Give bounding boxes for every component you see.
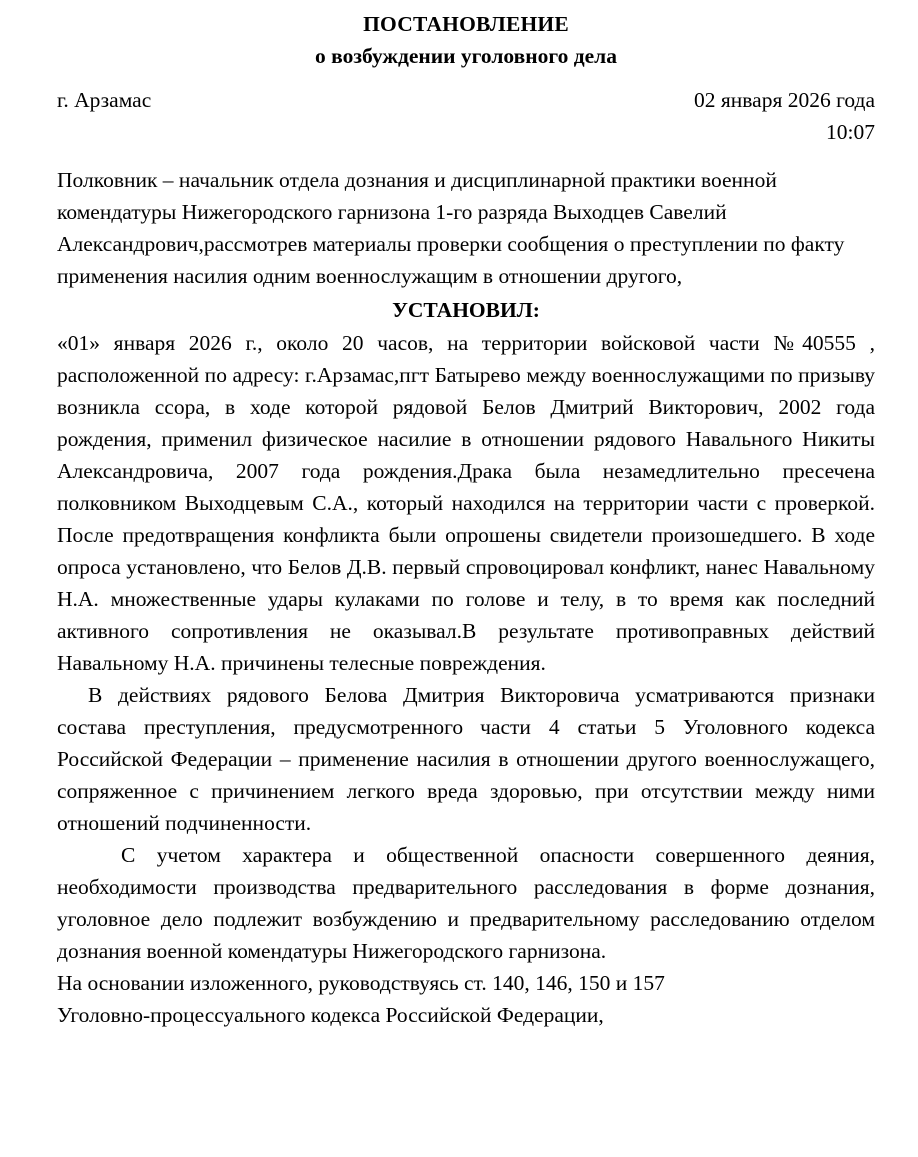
document-subtitle: о возбуждении уголовного дела bbox=[315, 44, 617, 68]
document-datetime bbox=[694, 84, 875, 148]
section-heading-ustanovil: УСТАНОВИЛ: bbox=[392, 298, 540, 322]
paragraph-qualification-part1: В действиях рядового Белова Дмитрия Викторовича усматриваются признаки состава преступления, предусмотренного bbox=[57, 683, 875, 739]
document-date: 02 января 2026 года bbox=[694, 88, 875, 112]
closing-line-1: На основании изложенного, руководствуясь ст. 140, 146, 150 и 157 bbox=[57, 971, 665, 995]
paragraph-reasoning: С учетом характера и общественной опасности совершенного деяния, необходимости производства предварительного расследования в форме дознания, уголовное дело подлежит возбуждению и предварительному расследованию отделом дознания военной комендатуры Нижегородского гарнизона. bbox=[57, 843, 875, 963]
paragraph-qualification bbox=[57, 679, 875, 839]
closing-line-2: Уголовно-процессуального кодекса Российской Федерации, bbox=[57, 1003, 604, 1027]
document-time: 10:07 bbox=[826, 120, 875, 144]
paragraph-facts: «01» января 2026 г., около 20 часов, на территории войсковой части №40555 , расположенной по адресу: г.Арзамас,пгт Батырево между военнослужащими по призыву возникла ссора, в ходе которой рядовой Белов Дмитрий Викторович, 2002 года рождения, применил физическое насилие в отношении рядового Навального Никиты Александровича, 2007 года рождения.Драка была незамедлительно пресечена полковником Выходцевым С.А., который находился на территории части с проверкой. После предотвращения конфликта были опрошены свидетели произошедшего. В ходе опроса установлено, что Белов Д.В. первый спровоцировал конфликт, нанес Навальному Н.А. множественные удары кулаками по голове и телу, в то время как последний активного сопротивления не оказывал.В результате противоправных действий Навальному Н.А. причинены телесные повреждения. bbox=[57, 331, 875, 675]
document-meta-row bbox=[57, 84, 875, 148]
document-preamble: Полковник – начальник отдела дознания и дисциплинарной практики военной комендатуры Нижегородского гарнизона 1-го разряда Выходцев Савелий Александрович,рассмотрев материалы проверки сообщения о преступлении по факту применения насилия одним военнослужащим в отношении другого, bbox=[57, 168, 845, 288]
closing-block bbox=[57, 967, 875, 1031]
document-title: ПОСТАНОВЛЕНИЕ bbox=[363, 12, 569, 36]
paragraph-qualification-part2: части 4 статьи 5 Уголовного кодекса Российской Федерации – применение насилия в отношении другого военнослужащего, сопряженное с причинением легкого вреда здоровью, при отсутствии между ними отношений подчиненности. bbox=[57, 715, 875, 835]
document-city: г. Арзамас bbox=[57, 88, 152, 112]
